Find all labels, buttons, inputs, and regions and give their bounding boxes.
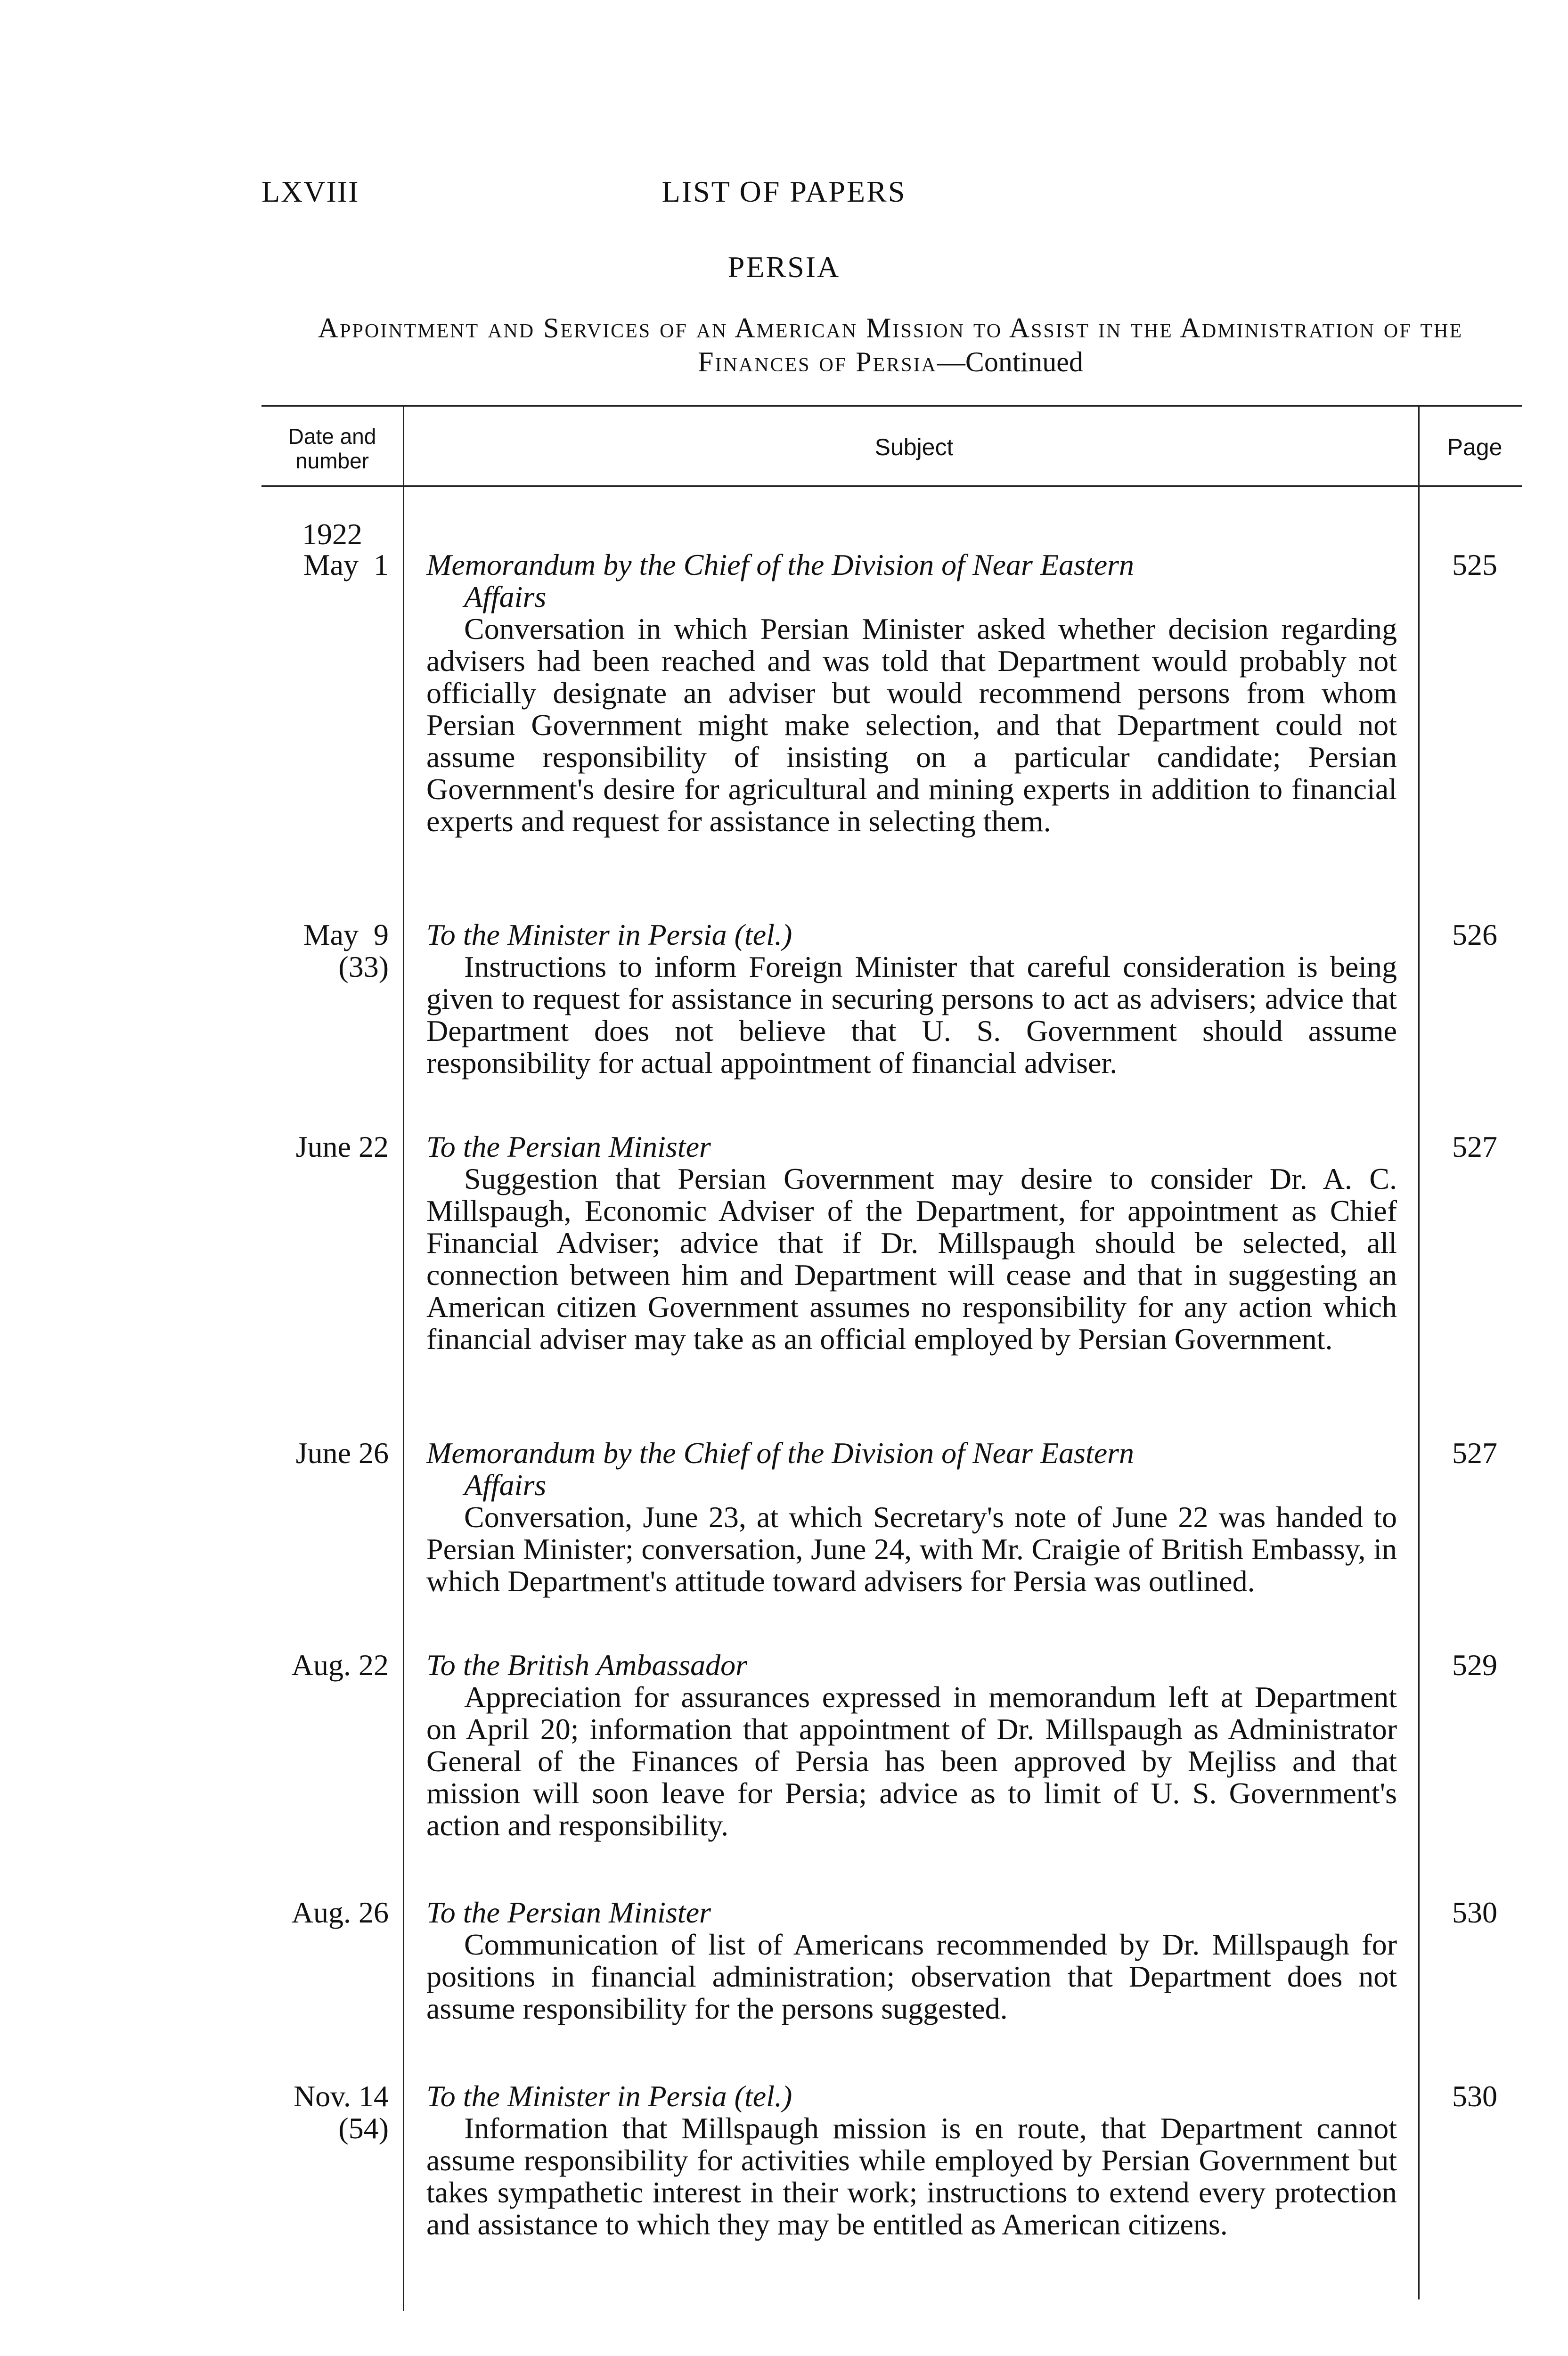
entry-title-text: To the Persian Minister	[426, 1130, 711, 1163]
section-subtitle	[297, 311, 1484, 379]
entry-page: 525	[1452, 548, 1497, 581]
entry-title-text: To the Minister in Persia (tel.)	[426, 918, 792, 951]
entry-title	[426, 919, 1397, 951]
entry-description: Suggestion that Persian Government may desire to consider Dr. A. C. Millspaugh, Economic Adviser of the Department, for appointment as Chief Financial Adviser; advice that if Dr. Millspaugh should be selected, all connection between him and Department will cease and that in suggesting an American citizen Government assumes no responsibility for any action which financial adviser may take as an official employed by Persian Government.	[426, 1162, 1397, 1356]
date-column-divider	[403, 405, 404, 2311]
entry-date-text: June 22	[295, 1130, 389, 1163]
entry-page: 530	[1452, 1896, 1497, 1929]
entry-page: 527	[1452, 1436, 1497, 1470]
column-header-date: Date and number	[288, 424, 376, 473]
year-label: 1922	[302, 517, 362, 551]
entry-title-text: To the British Ambassador	[426, 1648, 748, 1682]
entry-date	[261, 1649, 389, 1681]
entry-date-text: Aug. 22	[291, 1648, 389, 1682]
table-header-rule	[261, 485, 1522, 487]
running-head: LIST OF PAPERS	[662, 175, 906, 208]
entry-date-text: Aug. 26	[291, 1896, 389, 1929]
entry-subject	[426, 2080, 1397, 2241]
entry-page: 527	[1452, 1130, 1497, 1163]
entry-description: Communication of list of Americans recommended by Dr. Millspaugh for positions in financial administration; observation that Department does not assume responsibility for the persons suggested.	[426, 1928, 1397, 2025]
entry-date-text: Nov. 14	[293, 2079, 389, 2113]
column-header-subject: Subject	[874, 434, 954, 460]
page-column-divider	[1418, 405, 1420, 2299]
entry-subject	[426, 549, 1397, 837]
entry-title	[426, 2080, 1397, 2112]
entry-date	[261, 1131, 389, 1163]
entry-date-text: June 26	[295, 1436, 389, 1470]
entry-subject	[426, 1131, 1397, 1355]
entry-page: 530	[1452, 2079, 1497, 2113]
entry-date-text: May 1	[303, 548, 389, 581]
entry-number: (54)	[338, 2111, 389, 2145]
entry-title-text: Memorandum by the Chief of the Division of Near Eastern	[426, 1436, 1135, 1470]
entry-number: (33)	[338, 950, 389, 983]
subtitle-continued: —Continued	[937, 346, 1083, 377]
entry-page: 529	[1452, 1648, 1497, 1682]
entry-subject	[426, 1897, 1397, 2025]
entry-title	[426, 1437, 1397, 1501]
entry-title	[426, 1649, 1397, 1681]
entry-page: 526	[1452, 918, 1497, 951]
entry-date	[261, 549, 389, 581]
entry-title	[426, 549, 1397, 613]
entry-description: Appreciation for assurances expressed in memorandum left at Department on April 20; information that appointment of Dr. Millspaugh as Administrator General of the Finances of Persia has been approved by Mejliss and that mission will soon leave for Persia; advice as to limit of U. S. Government's action and responsibility.	[426, 1680, 1397, 1842]
column-header-page: Page	[1447, 434, 1503, 460]
entry-description: Conversation, June 23, at which Secretary's note of June 22 was handed to Persian Minister; conversation, June 24, with Mr. Craigie of British Embassy, in which Department's attitude toward advisers for Persia was outlined.	[426, 1500, 1397, 1598]
entry-title	[426, 1897, 1397, 1929]
subtitle-text: Appointment and Services of an American Mission to Assist in the Administration of the Finances of Persia	[318, 312, 1463, 377]
entry-date-text: May 9	[303, 918, 389, 951]
entry-title-continued: Affairs	[464, 1468, 547, 1502]
entry-date	[261, 919, 389, 983]
entry-description: Conversation in which Persian Minister asked whether decision regarding advisers had been reached and was told that Department would probably not officially designate an adviser but would recommend persons from whom Persian Government might make selection, and that Department could not assume responsibility of insisting on a particular candidate; Persian Government's desire for agricultural and mining experts in addition to financial experts and request for assistance in selecting them.	[426, 612, 1397, 838]
entry-title	[426, 1131, 1397, 1163]
entry-title-text: Memorandum by the Chief of the Division of Near Eastern	[426, 548, 1135, 581]
entry-date	[261, 1897, 389, 1929]
entry-date	[261, 2080, 389, 2144]
entry-description: Instructions to inform Foreign Minister that careful consideration is being given to request for assistance in securing persons to act as advisers; advice that Department does not believe that U. S. Government should assume responsibility for actual appointment of financial adviser.	[426, 950, 1397, 1080]
country-heading: PERSIA	[727, 250, 841, 284]
entry-date	[261, 1437, 389, 1469]
page-folio: LXVIII	[261, 175, 359, 208]
entry-subject	[426, 1649, 1397, 1841]
entry-title-text: To the Minister in Persia (tel.)	[426, 2079, 792, 2113]
entry-subject	[426, 919, 1397, 1079]
entry-subject	[426, 1437, 1397, 1597]
entry-title-continued: Affairs	[464, 580, 547, 614]
entry-description: Information that Millspaugh mission is en route, that Department cannot assume responsibility for activities while employed by Persian Government but takes sympathetic interest in their work; instructions to extend every protection and assistance to which they may be entitled as American citizens.	[426, 2111, 1397, 2241]
entry-title-text: To the Persian Minister	[426, 1896, 711, 1929]
table-top-rule	[261, 405, 1522, 407]
